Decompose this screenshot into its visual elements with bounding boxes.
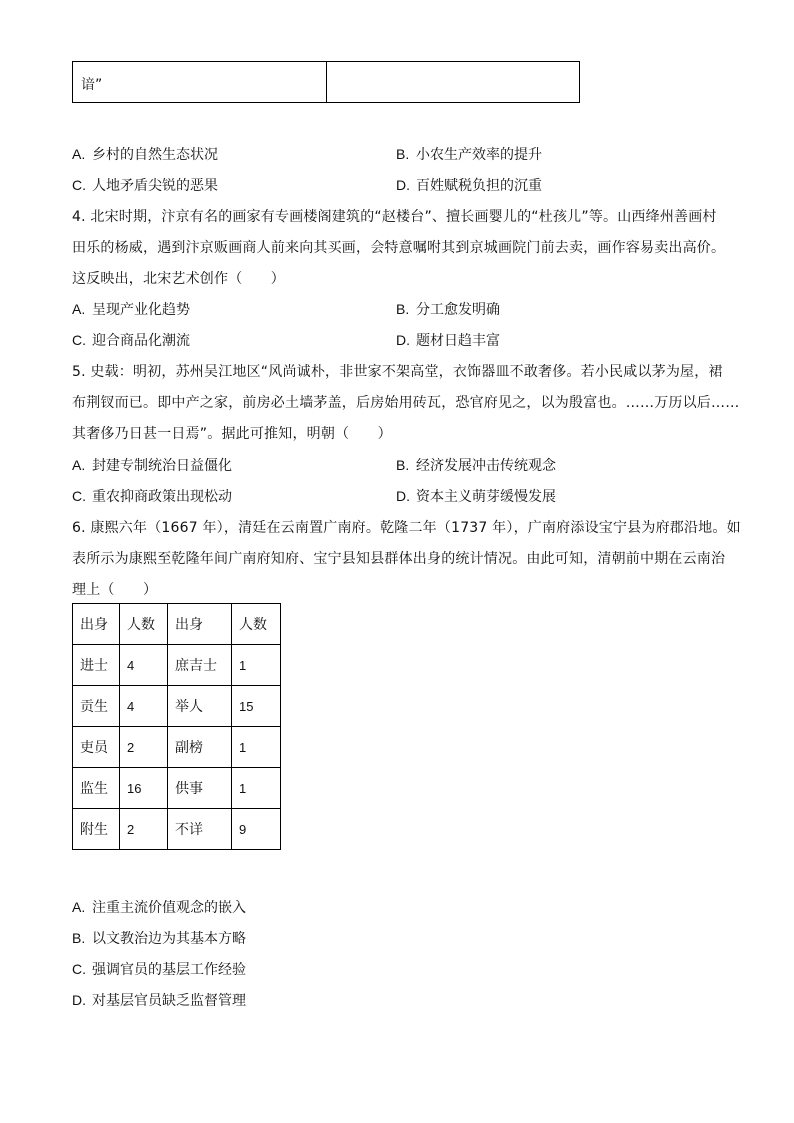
q4-stem-line-3: 这反映出，北宋艺术创作（ ） bbox=[72, 271, 285, 287]
table-header-cell: 人数 bbox=[120, 604, 168, 645]
q4-option-c[interactable]: C. 迎合商品化潮流 bbox=[72, 332, 190, 349]
q5-stem-line-3: 其奢侈乃日甚一日焉”。据此可推知，明朝（ ） bbox=[72, 426, 392, 442]
table-cell: 附生 bbox=[73, 809, 120, 850]
table-cell: 监生 bbox=[73, 768, 120, 809]
table-cell: 副榜 bbox=[168, 727, 232, 768]
table-cell: 进士 bbox=[73, 645, 120, 686]
table-cell: 4 bbox=[120, 645, 168, 686]
q5-option-d[interactable]: D. 资本主义萌芽缓慢发展 bbox=[396, 488, 556, 505]
q6-stem-line-3: 理上（ ） bbox=[72, 582, 158, 598]
q6-option-d[interactable]: D. 对基层官员缺乏监督管理 bbox=[72, 992, 246, 1009]
table-divider bbox=[326, 62, 327, 102]
table-cell: 谙” bbox=[81, 77, 103, 93]
q6-option-c[interactable]: C. 强调官员的基层工作经验 bbox=[72, 961, 246, 978]
table-cell: 16 bbox=[120, 768, 168, 809]
table-cell: 贡生 bbox=[73, 686, 120, 727]
q6-option-b[interactable]: B. 以文教治边为其基本方略 bbox=[72, 930, 246, 947]
table-cell: 1 bbox=[232, 768, 281, 809]
q4-stem-line-1: 4. 北宋时期，汴京有名的画家有专画楼阁建筑的“赵楼台”、擅长画婴儿的“杜孩儿”等。山西绛州善画村 bbox=[72, 209, 717, 225]
q3-option-a[interactable]: A. 乡村的自然生态状况 bbox=[72, 146, 218, 163]
table-cell: 吏员 bbox=[73, 727, 120, 768]
q5-option-c[interactable]: C. 重农抑商政策出现松动 bbox=[72, 488, 232, 505]
q6-stem-line-2: 表所示为康熙至乾隆年间广南府知府、宝宁县知县群体出身的统计情况。由此可知，清朝前中期在云南治 bbox=[72, 551, 726, 567]
table-cell: 举人 bbox=[168, 686, 232, 727]
q5-stem-line-1: 5. 史载：明初，苏州吴江地区“风尚诚朴，非世家不架高堂，衣饰器皿不敢奢侈。若小民咸以茅为屋，裙 bbox=[72, 364, 723, 380]
table-header-row bbox=[73, 604, 281, 645]
table-cell: 不详 bbox=[168, 809, 232, 850]
table-header-cell: 出身 bbox=[168, 604, 232, 645]
q3-option-b[interactable]: B. 小农生产效率的提升 bbox=[396, 146, 542, 163]
q6-stem-line-1: 6. 康熙六年（1667 年），清廷在云南置广南府。乾隆二年（1737 年），广南府添设宝宁县为府郡沿地。如 bbox=[72, 520, 741, 536]
table-cell: 15 bbox=[232, 686, 281, 727]
q4-option-a[interactable]: A. 呈现产业化趋势 bbox=[72, 301, 190, 318]
table-row bbox=[73, 686, 281, 727]
origin-statistics-table bbox=[72, 603, 281, 850]
q3-option-c[interactable]: C. 人地矛盾尖锐的恶果 bbox=[72, 177, 218, 194]
q4-option-d[interactable]: D. 题材日趋丰富 bbox=[396, 332, 500, 349]
table-cell: 2 bbox=[120, 727, 168, 768]
q6-option-a[interactable]: A. 注重主流价值观念的嵌入 bbox=[72, 899, 246, 916]
table-row bbox=[73, 645, 281, 686]
table-cell: 9 bbox=[232, 809, 281, 850]
table-cell: 1 bbox=[232, 727, 281, 768]
table-cell: 2 bbox=[120, 809, 168, 850]
q4-stem-line-2: 田乐的杨威，遇到汴京贩画商人前来向其买画，会特意嘱咐其到京城画院门前去卖，画作容易卖出高价。 bbox=[72, 240, 726, 256]
table-header-cell: 出身 bbox=[73, 604, 120, 645]
q3-option-d[interactable]: D. 百姓赋税负担的沉重 bbox=[396, 177, 542, 194]
table-row bbox=[73, 727, 281, 768]
q5-option-a[interactable]: A. 封建专制统治日益僵化 bbox=[72, 457, 232, 474]
q5-stem-line-2: 布荆钗而已。即中产之家，前房必土墙茅盖，后房始用砖瓦，恐官府见之，以为殷富也。……万历以后…… bbox=[72, 395, 740, 411]
table-row bbox=[73, 809, 281, 850]
table-header-cell: 人数 bbox=[232, 604, 281, 645]
table-row bbox=[73, 768, 281, 809]
table-cell: 供事 bbox=[168, 768, 232, 809]
table-cell: 1 bbox=[232, 645, 281, 686]
q4-option-b[interactable]: B. 分工愈发明确 bbox=[396, 301, 500, 318]
q5-option-b[interactable]: B. 经济发展冲击传统观念 bbox=[396, 457, 556, 474]
table-cell: 4 bbox=[120, 686, 168, 727]
table-cell: 庶吉士 bbox=[168, 645, 232, 686]
continued-table bbox=[72, 61, 580, 103]
